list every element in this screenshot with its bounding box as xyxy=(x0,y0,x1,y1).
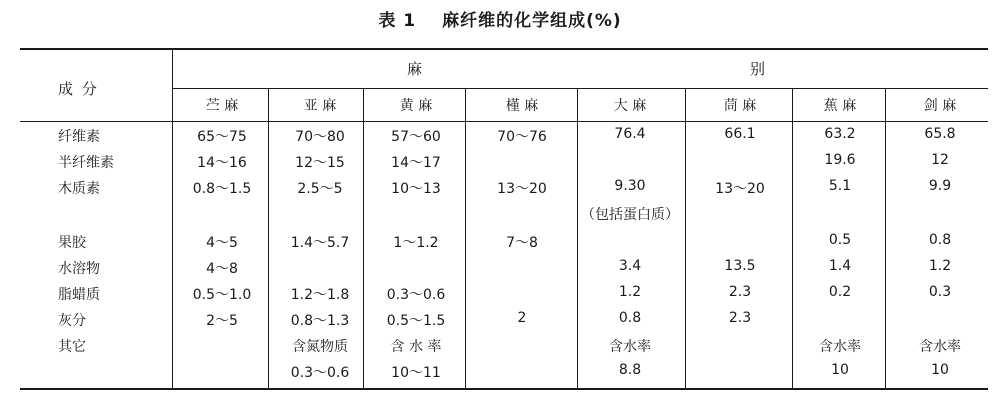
table-cell: 2.3 xyxy=(728,284,752,300)
row-label: 果胶 xyxy=(58,235,86,251)
top-rule xyxy=(20,48,988,50)
table-number: 表 1 xyxy=(378,11,417,31)
column-divider-1 xyxy=(268,89,269,388)
table-cell: 1.2～1.8 xyxy=(290,287,350,303)
table-cell: 70～80 xyxy=(295,129,345,145)
table-cell: 0.8 xyxy=(618,310,642,326)
table-cell: 0.8 xyxy=(928,232,952,248)
column-header: 槿 麻 xyxy=(505,98,539,114)
table-cell: 12～15 xyxy=(295,155,345,171)
header-group-left: 麻 xyxy=(407,60,423,78)
column-divider-7 xyxy=(885,89,886,388)
table-cell: 1.4 xyxy=(828,258,852,274)
table-cell: 2.5～5 xyxy=(297,181,343,197)
table-cell: 8.8 xyxy=(618,362,642,378)
table-cell: 57～60 xyxy=(391,129,441,145)
table-cell: 10 xyxy=(831,362,849,378)
column-header: 苎 麻 xyxy=(205,98,239,114)
column-header: 剑 麻 xyxy=(923,98,957,114)
column-header: 黄 麻 xyxy=(399,98,433,114)
table-cell: 10～11 xyxy=(391,365,441,381)
column-divider-5 xyxy=(685,89,686,388)
header-component: 成 分 xyxy=(58,80,99,98)
table-cell: 70～76 xyxy=(497,129,547,145)
table-cell: 2～5 xyxy=(206,313,238,329)
table-cell: 0.3～0.6 xyxy=(290,365,350,381)
table-cell: 76.4 xyxy=(614,126,646,142)
table-cell: 1～1.2 xyxy=(393,235,439,251)
table-cell: 含水率 xyxy=(919,339,961,355)
table-cell: 含氮物质 xyxy=(292,339,348,355)
group-rule xyxy=(172,88,988,89)
table-cell: 66.1 xyxy=(724,126,756,142)
row-label: 木质素 xyxy=(58,181,100,197)
row-label: 半纤维素 xyxy=(58,155,114,171)
column-header: 亚 麻 xyxy=(303,98,337,114)
table-cell: 0.5～1.5 xyxy=(386,313,446,329)
table-cell: 13～20 xyxy=(497,181,547,197)
row-label: 水溶物 xyxy=(58,261,100,277)
table-cell: 4～8 xyxy=(206,261,238,277)
table-cell: 0.3～0.6 xyxy=(386,287,446,303)
bottom-rule xyxy=(20,388,988,390)
table-title xyxy=(0,6,1000,31)
table-cell: 19.6 xyxy=(824,152,856,168)
table-cell: 63.2 xyxy=(824,126,856,142)
column-divider-6 xyxy=(792,89,793,388)
column-divider-3 xyxy=(465,89,466,388)
column-header: 茼 麻 xyxy=(723,98,757,114)
table-cell: 0.2 xyxy=(828,284,852,300)
table-cell: 12 xyxy=(931,152,949,168)
header-rule xyxy=(20,121,988,122)
row-label: 纤维素 xyxy=(58,129,100,145)
table-cell: 0.8～1.5 xyxy=(192,181,252,197)
column-header: 大 麻 xyxy=(613,98,647,114)
table-cell: 13～20 xyxy=(715,181,765,197)
table-cell: 4～5 xyxy=(206,235,238,251)
table-cell: 0.5～1.0 xyxy=(192,287,252,303)
label-column-divider xyxy=(172,50,173,388)
table-cell: 7～8 xyxy=(506,235,538,251)
header-group-right: 别 xyxy=(750,60,766,78)
table-cell: 2 xyxy=(517,310,527,326)
table-cell: 10 xyxy=(931,362,949,378)
table-cell: 含 水 率 xyxy=(390,339,442,355)
table-cell: 3.4 xyxy=(618,258,642,274)
table-cell: 0.8～1.3 xyxy=(290,313,350,329)
table-cell: 1.2 xyxy=(928,258,952,274)
table-cell: 含水率 xyxy=(819,339,861,355)
table-cell: 1.4～5.7 xyxy=(290,235,350,251)
table-cell: （包括蛋白质） xyxy=(581,207,679,223)
table-cell: 2.3 xyxy=(728,310,752,326)
table-cell: 0.3 xyxy=(928,284,952,300)
table-cell: 1.2 xyxy=(618,284,642,300)
table-cell: 0.5 xyxy=(828,232,852,248)
table-cell: 65～75 xyxy=(197,129,247,145)
row-label: 脂蜡质 xyxy=(58,287,100,303)
row-label: 灰分 xyxy=(58,313,86,329)
table-cell: 10～13 xyxy=(391,181,441,197)
row-label: 其它 xyxy=(58,339,86,355)
table-caption: 麻纤维的化学组成(%) xyxy=(442,11,622,31)
column-divider-4 xyxy=(577,89,578,388)
table-cell: 含水率 xyxy=(609,339,651,355)
table-cell: 9.30 xyxy=(614,178,646,194)
table-cell: 13.5 xyxy=(724,258,756,274)
table-cell: 65.8 xyxy=(924,126,956,142)
table-cell: 5.1 xyxy=(828,178,852,194)
column-header: 蕉 麻 xyxy=(823,98,857,114)
table-cell: 9.9 xyxy=(928,178,952,194)
table-cell: 14～17 xyxy=(391,155,441,171)
column-divider-2 xyxy=(363,89,364,388)
table-cell: 14～16 xyxy=(197,155,247,171)
